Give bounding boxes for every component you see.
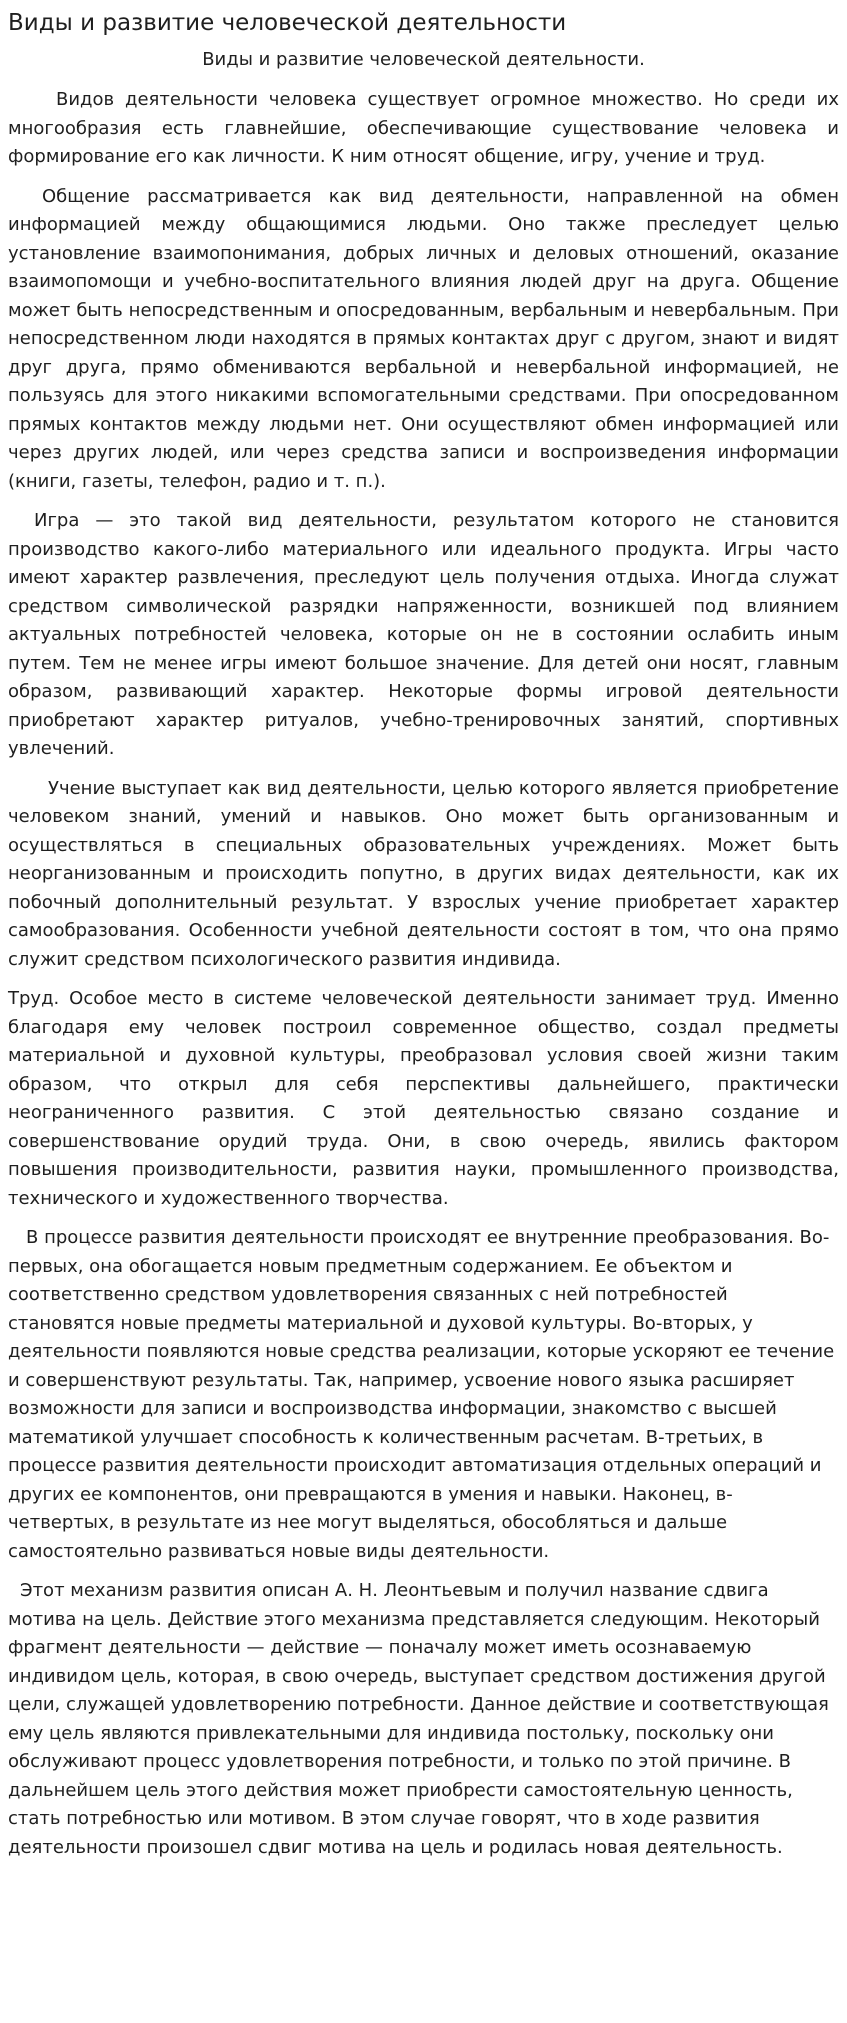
document-subtitle: Виды и развитие человеческой деятельности. (202, 49, 645, 70)
paragraph-development: В процессе развития деятельности происходят ее внутренние преобразования. Во-первых, она обогащается новым предметным содержанием. Ее объектом и соответственно средством удовлетворения связанных с ней потребностей становятся новые предметы материальной и духовой культуры. Во-вторых, у деятельности появляются новые средства реализации, которые ускоряют ее течение и совершенствуют результаты. Так, например, усвоение нового языка расширяет возможности для записи и воспроизводства информации, знакомство с высшей математикой улучшает способность к количественным расчетам. В-третьих, в процессе развития деятельности происходит автоматизация отдельных операций и других ее компонентов, они превращаются в умения и навыки. Наконец, в-четвертых, в результате из нее могут выделяться, обособляться и дальше самостоятельно развиваться новые виды деятельности. (8, 1227, 835, 1562)
paragraph-labor: Труд. Особое место в системе человеческой деятельности занимает труд. Именно благодаря ему человек построил современное общество, создал предметы материальной и духовной культуры, преобразовал условия своей жизни таким образом, что открыл для себя перспективы дальнейшего, практически неограниченного развития. С этой деятельностью связано создание и совершенствование орудий труда. Они, в свою очередь, явились фактором повышения производительности, развития науки, промышленного производства, технического и художественного творчества. (8, 988, 839, 1209)
paragraph-intro: Видов деятельности человека существует огромное множество. Но среди их многообразия есть главнейшие, обеспечивающие существование человека и формирование его как личности. К ним относят общение, игру, учение и труд. (8, 89, 839, 167)
paragraph-play: Игра — это такой вид деятельности, результатом которого не становится производство какого-либо материального или идеального продукта. Игры часто имеют характер развлечения, преследуют цель получения отдыха. Иногда служат средством символической разрядки напряженности, возникшей под влиянием актуальных потребностей человека, которые он не в состоянии ослабить иным путем. Тем не менее игры имеют большое значение. Для детей они носят, главным образом, развивающий характер. Некоторые формы игровой деятельности приобретают характер ритуалов, учебно-тренировочных занятий, спортивных увлечений. (8, 510, 839, 759)
page-title: Виды и развитие человеческой деятельности (8, 10, 567, 36)
paragraph-motive-shift: Этот механизм развития описан А. Н. Леонтьевым и получил название сдвига мотива на цель. Действие этого механизма представляется следующим. Некоторый фрагмент деятельности — действие — поначалу может иметь осознаваемую индивидом цель, которая, в свою очередь, выступает средством достижения другой цели, служащей удовлетворению потребности. Данное действие и соответствующая ему цель являются привлекательными для индивида постольку, поскольку они обслуживают процесс удовлетворения потребности, и только по этой причине. В дальнейшем цель этого действия может приобрести самостоятельную ценность, стать потребностью или мотивом. В этом случае говорят, что в ходе развития деятельности произошел сдвиг мотива на цель и родилась новая деятельность. (8, 1580, 829, 1858)
paragraph-communication: Общение рассматривается как вид деятельности, направленной на обмен информацией между общающимися людьми. Оно также преследует целью установление взаимопонимания, добрых личных и деловых отношений, оказание взаимопомощи и учебно-воспитательного влияния людей друг на друга. Общение может быть непосредственным и опосредованным, вербальным и невербальным. При непосредственном люди находятся в прямых контактах друг с другом, знают и видят друг друга, прямо обмениваются вербальной и невербальной информацией, не пользуясь для этого никакими вспомогательными средствами. При опосредованном прямых контактов между людьми нет. Они осуществляют обмен информацией или через других людей, или через средства записи и воспроизведения информации (книги, газеты, телефон, радио и т. п.). (8, 185, 839, 492)
paragraph-learning: Учение выступает как вид деятельности, целью которого является приобретение человеком знаний, умений и навыков. Оно может быть организованным и осуществляться в специальных образовательных учреждениях. Может быть неорганизованным и происходить попутно, в других видах деятельности, как их побочный дополнительный результат. У взрослых учение приобретает характер самообразования. Особенности учебной деятельности состоят в том, что она прямо служит средством психологического развития индивида. (8, 777, 839, 970)
